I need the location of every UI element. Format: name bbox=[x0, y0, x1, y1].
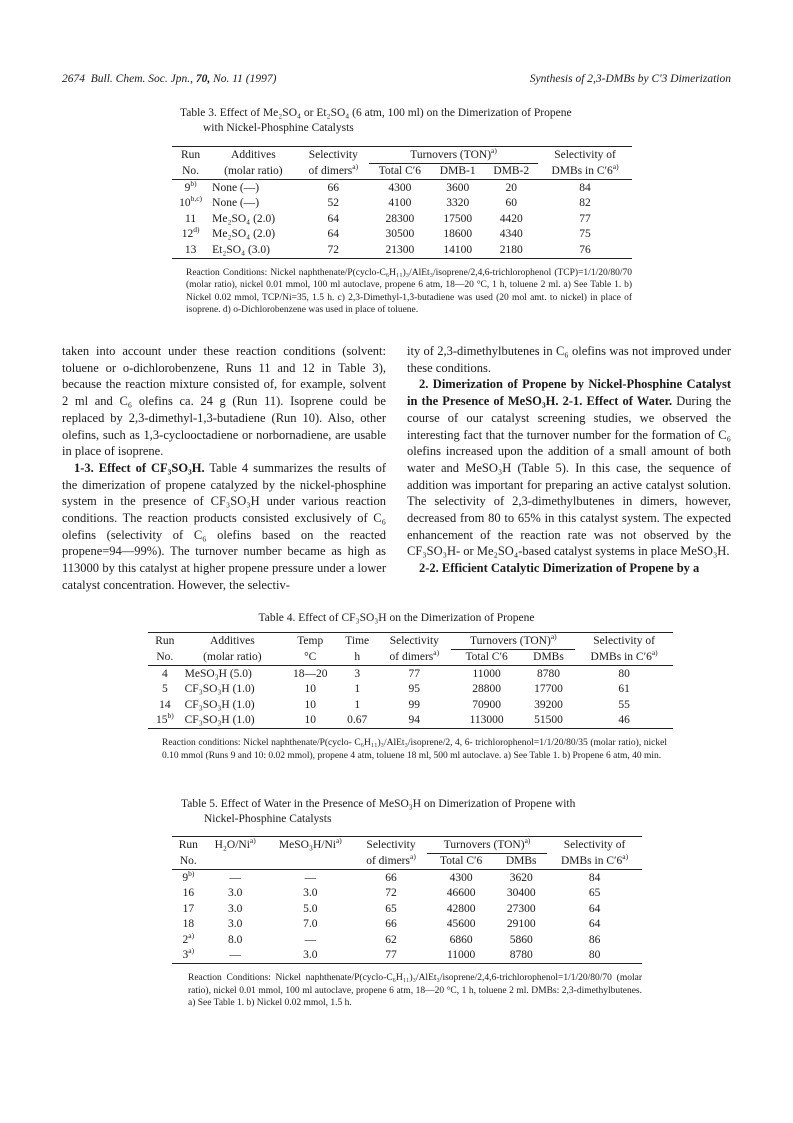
t4-total: 113000 bbox=[451, 713, 521, 729]
t5-total: 6860 bbox=[449, 933, 473, 946]
t4-temp: 10 bbox=[304, 698, 316, 711]
right-paragraph-2: 2. Dimerization of Propene by Nickel-Phosphine Catalyst in the Presence of MeSO₃H. 2-1. Effect of Water. During the course of our catalyst screening studies, we observed the interesting fact that the turnover number for the formation of C₆ olefins increased upon the addition of a small amount of both water and MeSO₃H (Table 5). In this case, the sequence of addition was important for preparing an active catalyst solution. The selectivity of 2,3-dimethylbutenes in dimers, however, decreased from 80 to 65% in this catalyst system. The expected enhancement of the reaction rate was not observed by the CF₃SO₃H- or Me₂SO₄-based catalyst systems in place MeSO₃H. bbox=[407, 377, 731, 559]
t5-total: 45600 bbox=[446, 918, 476, 931]
t3-additive: Me₂SO₄ (2.0) bbox=[212, 212, 276, 225]
issue: No. 11 (1997) bbox=[213, 73, 277, 85]
t3-sel: 64 bbox=[327, 228, 340, 241]
t5-h-dmbs-in: DMBs in C′6$^{a)}$ bbox=[560, 852, 629, 867]
t5-total: 42800 bbox=[446, 902, 476, 915]
t5-h-run: Run bbox=[172, 837, 205, 854]
t4-h-no: No. bbox=[156, 651, 174, 663]
table-row bbox=[172, 901, 642, 917]
right-paragraph-3 bbox=[407, 560, 731, 577]
table-row bbox=[148, 713, 673, 729]
t5-meso3h: — bbox=[304, 933, 317, 946]
t5-h2o: 8.0 bbox=[227, 933, 243, 946]
left-paragraph-1: taken into account under these reaction conditions (solvent: toluene or o-dichlorobenzene, Runs 11 and 12 in Table 3), because the reaction mixture consisted of, for example, solvent 2 ml and C₆ olefins ca. 24 g (Run 11). Isoprene could be replaced by 2,3-dimethyl-1,3-butadiene (Run 10). Also, other olefins, such as 1,3-cyclooctadiene or norbornadiene, are usable in place of isoprene. bbox=[62, 344, 386, 459]
t3-total: 21300 bbox=[369, 242, 431, 258]
left-column bbox=[62, 343, 386, 594]
table4-notes: Reaction conditions: Nickel naphthenate/P(cyclo- C₆H₁₁)₃/AlEt₃/isoprene/2, 4, 6- trichlorophenol=1/1/20/80/35 (molar ratio), nickel 0.10 mmol (Runs 9 and 10: 0.02 mmol), propene 4 atm, toluene 18 ml, 500 ml autoclave. a) See Table 1. b) Propene 6 atm, 40 min. bbox=[162, 738, 667, 761]
t5-h-dmbs: DMBs bbox=[505, 855, 537, 868]
running-title: Synthesis of 2,3-DMBs by C′3 Dimerization bbox=[529, 73, 731, 85]
t5-h-of-dimers: of dimers$^{a)}$ bbox=[366, 852, 416, 867]
table-row bbox=[172, 917, 642, 933]
t4-h-sel-of: Selectivity of bbox=[575, 633, 673, 650]
t3-additive: Et₂SO₄ (3.0) bbox=[209, 242, 297, 258]
t4-h-temp-unit: °C bbox=[304, 651, 317, 663]
t5-h-turnovers: Turnovers (TON)$^{a)}$ bbox=[427, 837, 547, 854]
t3-run: 11 bbox=[185, 212, 197, 225]
table4-caption: Table 4. Effect of CF₃SO₃H on the Dimerization of Propene bbox=[258, 612, 535, 624]
t4-dmbs-in: 61 bbox=[618, 683, 630, 696]
table-row bbox=[172, 227, 632, 243]
t4-temp: 10 bbox=[304, 683, 316, 696]
t3-dmb1: 3320 bbox=[446, 197, 470, 210]
t5-h-total: Total C′6 bbox=[440, 855, 483, 868]
t5-run: 9$^{b)}$ bbox=[172, 870, 205, 886]
t3-dmb1: 18600 bbox=[443, 228, 473, 241]
t4-sel: 94 bbox=[377, 713, 451, 729]
table3-notes: Reaction Conditions: Nickel naphthenate/P(cyclo-C₆H₁₁)₃/AlEt₃/isoprene/2,4,6-trichlorophenol (TCP)=1/1/20/80/70 (molar ratio), nickel 0.01 mmol, 100 ml autoclave, propene 6 atm, 18—20 °C, 1 h, toluene 2 ml. a) See Table 1. b) Nickel 0.02 mmol, TCP/Ni=35, 1.5 h. c) 2,3-Dimethyl-1,3-butadiene was used (20 mol amt. to nickel) in place of isoprene. d) o-Dichlorobenzene was used in place of toluene. bbox=[186, 267, 632, 315]
t4-dmbs-in: 80 bbox=[575, 666, 673, 682]
t5-dmbs: 5860 bbox=[509, 933, 533, 946]
t4-h-time: Time bbox=[337, 633, 377, 650]
table3-caption bbox=[180, 106, 640, 136]
table-row bbox=[172, 180, 632, 196]
t5-h2o: 3.0 bbox=[227, 902, 243, 915]
t5-h2o: — bbox=[205, 948, 266, 964]
t3-dmbs: 76 bbox=[538, 242, 632, 258]
table-row bbox=[148, 666, 673, 682]
t4-total: 11000 bbox=[451, 666, 521, 682]
table5 bbox=[172, 836, 642, 1010]
t3-h-dmb2: DMB-2 bbox=[493, 165, 530, 178]
t3-h-additives: Additives bbox=[209, 147, 297, 164]
t4-h-dmbs-in: DMBs in C′6$^{a)}$ bbox=[590, 648, 658, 663]
t4-run: 5 bbox=[161, 683, 168, 696]
t5-total: 11000 bbox=[427, 948, 495, 964]
t4-run: 14 bbox=[159, 698, 171, 711]
table3-caption-line2: with Nickel-Phosphine Catalysts bbox=[203, 122, 354, 134]
t3-total: 30500 bbox=[385, 228, 415, 241]
t3-dmb1: 17500 bbox=[443, 212, 473, 225]
t5-dmbs-in: 64 bbox=[588, 918, 601, 931]
t3-sel: 72 bbox=[298, 242, 369, 258]
table-row bbox=[172, 886, 642, 902]
table-row bbox=[172, 932, 642, 948]
t3-dmb2: 20 bbox=[485, 180, 539, 196]
t5-meso3h: 5.0 bbox=[303, 902, 318, 915]
t5-h-no: No. bbox=[179, 855, 197, 867]
t3-h-dmb1: DMB-1 bbox=[439, 165, 476, 178]
t5-run: 16 bbox=[182, 887, 195, 900]
t4-time: 1 bbox=[354, 698, 361, 711]
t3-run: 10$^{b,c)}$ bbox=[179, 194, 203, 210]
section-heading-2-2: 2-2. Efficient Catalytic Dimerization of Propene by a bbox=[419, 561, 700, 576]
t3-dmbs: 77 bbox=[579, 212, 591, 225]
t5-total: 46600 bbox=[446, 887, 476, 900]
t3-h-sel-of: Selectivity of bbox=[538, 147, 632, 164]
t5-dmbs: 3620 bbox=[495, 870, 547, 886]
t3-run: 12$^{d)}$ bbox=[181, 225, 200, 241]
table5-caption-line1: Table 5. Effect of Water in the Presence of MeSO₃H on Dimerization of Propene with bbox=[181, 798, 576, 810]
t3-additive: None (—) bbox=[209, 180, 297, 196]
journal-name: Bull. Chem. Soc. Jpn., bbox=[90, 73, 193, 85]
table-row bbox=[172, 196, 632, 212]
t5-dmbs-in: 80 bbox=[547, 948, 642, 964]
t3-total: 28300 bbox=[385, 212, 415, 225]
t3-h-of-dimers: of dimers$^{a)}$ bbox=[308, 162, 359, 177]
t4-h-turnovers: Turnovers (TON)$^{a)}$ bbox=[451, 633, 575, 650]
table-row bbox=[172, 948, 642, 964]
t4-total: 70900 bbox=[472, 698, 501, 711]
t4-time: 0.67 bbox=[337, 713, 377, 729]
t5-sel: 65 bbox=[385, 902, 397, 915]
t5-h2o: 3.0 bbox=[227, 887, 243, 900]
t3-h-molar: (molar ratio) bbox=[224, 165, 283, 177]
t5-dmbs: 30400 bbox=[506, 887, 536, 900]
t4-run: 4 bbox=[148, 666, 182, 682]
table-row bbox=[172, 211, 632, 227]
t3-run: 13 bbox=[172, 242, 209, 258]
t3-h-total: Total C′6 bbox=[378, 165, 422, 178]
t3-dmbs: 82 bbox=[579, 197, 591, 210]
t5-run: 18 bbox=[182, 918, 195, 931]
t3-h-dmbs-in: DMBs in C′6$^{a)}$ bbox=[551, 162, 619, 177]
t5-meso3h: 7.0 bbox=[303, 918, 318, 931]
volume: 70, bbox=[195, 73, 211, 85]
t3-sel: 52 bbox=[327, 197, 340, 210]
t4-sel: 95 bbox=[408, 683, 421, 696]
t5-meso3h: — bbox=[266, 870, 355, 886]
t5-run: 3$^{a)}$ bbox=[172, 948, 205, 964]
t3-total: 4300 bbox=[369, 180, 431, 196]
t3-sel: 66 bbox=[298, 180, 369, 196]
t4-additive: CF₃SO₃H (1.0) bbox=[184, 683, 255, 696]
table-row bbox=[172, 242, 632, 258]
t3-dmbs: 84 bbox=[538, 180, 632, 196]
t4-h-run: Run bbox=[148, 633, 182, 650]
section-heading-2-1: 2-1. Effect of Water. bbox=[558, 394, 673, 409]
t5-dmbs: 27300 bbox=[506, 902, 536, 915]
t4-dmbs: 17700 bbox=[534, 683, 563, 696]
t4-time: 3 bbox=[337, 666, 377, 682]
t3-dmb2: 4340 bbox=[499, 228, 523, 241]
t3-dmbs: 75 bbox=[579, 228, 591, 241]
t5-run: 2$^{a)}$ bbox=[182, 930, 195, 946]
left-paragraph-2: 1-3. Effect of CF₃SO₃H. Table 4 summarizes the results of the dimerization of propene catalyzed by the nickel-phosphine system in the presence of CF₃SO₃H under various reaction conditions. The reaction products consisted exclusively of C₆ olefins (selectivity of C₆ olefins based on the reacted propene=94—99%). The turnover number became as high as 113000 by this catalyst at higher propene pressure under a lower catalyst concentration. However, the selectiv- bbox=[62, 460, 386, 592]
t4-temp: 10 bbox=[283, 713, 337, 729]
table4-grid bbox=[148, 632, 673, 729]
table-row bbox=[148, 697, 673, 713]
t4-h-additives: Additives bbox=[182, 633, 284, 650]
t4-h-temp: Temp bbox=[283, 633, 337, 650]
t4-dmbs-in: 55 bbox=[618, 698, 630, 711]
t5-h2o: — bbox=[205, 870, 266, 886]
t4-time: 1 bbox=[354, 683, 361, 696]
t3-dmb1: 14100 bbox=[431, 242, 485, 258]
t4-additive: CF₃SO₃H (1.0) bbox=[182, 713, 284, 729]
t4-h-total: Total C′6 bbox=[465, 651, 508, 664]
t3-total: 4100 bbox=[388, 197, 412, 210]
t4-dmbs: 39200 bbox=[534, 698, 563, 711]
t3-dmb1: 3600 bbox=[431, 180, 485, 196]
t4-dmbs-in: 46 bbox=[575, 713, 673, 729]
t3-additive: None (—) bbox=[212, 197, 260, 210]
t5-h-h2o: H₂O/Ni$^{a)}$ bbox=[205, 837, 266, 854]
t4-sel: 77 bbox=[377, 666, 451, 682]
table-row bbox=[148, 682, 673, 698]
t4-dmbs: 8780 bbox=[522, 666, 575, 682]
t3-dmb2: 4420 bbox=[499, 212, 523, 225]
t4-dmbs: 51500 bbox=[522, 713, 575, 729]
table3-caption-line1: Table 3. Effect of Me₂SO₄ or Et₂SO₄ (6 atm, 100 ml) on the Dimerization of Propene bbox=[180, 107, 572, 119]
right-paragraph-1: ity of 2,3-dimethylbutenes in C₆ olefins was not improved under these conditions. bbox=[407, 344, 731, 375]
t5-dmbs-in: 65 bbox=[588, 887, 601, 900]
t4-total: 28800 bbox=[472, 683, 501, 696]
table4 bbox=[148, 632, 673, 762]
t3-h-run: Run bbox=[172, 147, 209, 164]
t4-h-dmbs: DMBs bbox=[533, 651, 564, 664]
t5-sel: 66 bbox=[355, 870, 427, 886]
table5-caption bbox=[181, 797, 641, 827]
t3-sel: 64 bbox=[327, 212, 340, 225]
t3-run: 9$^{b)}$ bbox=[172, 180, 209, 196]
t5-sel: 62 bbox=[385, 933, 397, 946]
t5-dmbs: 8780 bbox=[495, 948, 547, 964]
table5-notes: Reaction Conditions: Nickel naphthenate/P(cyclo-C₆H₁₁)₃/AlEt₃/isoprene/2,4,6-trichlorophenol=1/1/20/80/70 (molar ratio), nickel 0.01 mmol, 100 ml autoclave, propene 6 atm, 18—20 °C, 1 h, toluene 2 ml. DMBs: 2,3-dimethylbutenes. a) See Table 1. b) Nickel 0.02 mmol, 1.5 h. bbox=[188, 973, 642, 1008]
t5-total: 4300 bbox=[427, 870, 495, 886]
t4-h-of-dimers: of dimers$^{a)}$ bbox=[389, 648, 440, 663]
t5-dmbs-in: 84 bbox=[547, 870, 642, 886]
t3-additive: Me₂SO₄ (2.0) bbox=[212, 228, 276, 241]
t4-sel: 99 bbox=[408, 698, 421, 711]
t4-additive: MeSO₃H (5.0) bbox=[182, 666, 284, 682]
t5-h-sel-of: Selectivity of bbox=[547, 837, 642, 854]
page-number: 2674 bbox=[62, 73, 85, 85]
table-row bbox=[172, 870, 642, 886]
t5-sel: 72 bbox=[385, 887, 397, 900]
t5-h2o: 3.0 bbox=[227, 918, 243, 931]
t4-run: 15$^{b)}$ bbox=[148, 713, 182, 729]
t5-sel: 77 bbox=[355, 948, 427, 964]
t5-h-meso3h: MeSO₃H/Ni$^{a)}$ bbox=[266, 837, 355, 854]
t3-h-turnovers: Turnovers (TON)$^{a)}$ bbox=[369, 147, 538, 164]
right-column bbox=[407, 343, 731, 577]
t3-h-selectivity: Selectivity bbox=[298, 147, 369, 164]
t5-dmbs-in: 64 bbox=[588, 902, 601, 915]
t3-dmb2: 60 bbox=[505, 197, 518, 210]
t5-meso3h: 3.0 bbox=[303, 887, 318, 900]
t4-h-selectivity: Selectivity bbox=[377, 633, 451, 650]
t3-dmb2: 2180 bbox=[485, 242, 539, 258]
t4-h-time-unit: h bbox=[354, 651, 361, 663]
t4-additive: CF₃SO₃H (1.0) bbox=[184, 698, 255, 711]
table5-caption-line2: Nickel-Phosphine Catalysts bbox=[204, 813, 332, 825]
table3-grid bbox=[172, 146, 632, 259]
t5-run: 17 bbox=[182, 902, 195, 915]
section-heading-2: 2. Dimerization of Propene by Nickel-Phosphine Catalyst in the Presence of MeSO₃H. bbox=[407, 377, 731, 409]
t5-h-selectivity: Selectivity bbox=[355, 837, 427, 854]
table3 bbox=[172, 146, 632, 317]
t5-sel: 66 bbox=[385, 918, 397, 931]
table5-grid bbox=[172, 836, 642, 964]
t5-dmbs: 29100 bbox=[506, 918, 536, 931]
section-heading-1-3: 1-3. Effect of CF₃SO₃H. bbox=[74, 460, 205, 475]
header-left bbox=[62, 73, 276, 85]
t5-meso3h: 3.0 bbox=[266, 948, 355, 964]
t5-dmbs-in: 86 bbox=[588, 933, 601, 946]
t4-temp: 18—20 bbox=[283, 666, 337, 682]
t4-h-molar: (molar ratio) bbox=[203, 651, 262, 663]
t3-h-no: No. bbox=[182, 165, 200, 177]
